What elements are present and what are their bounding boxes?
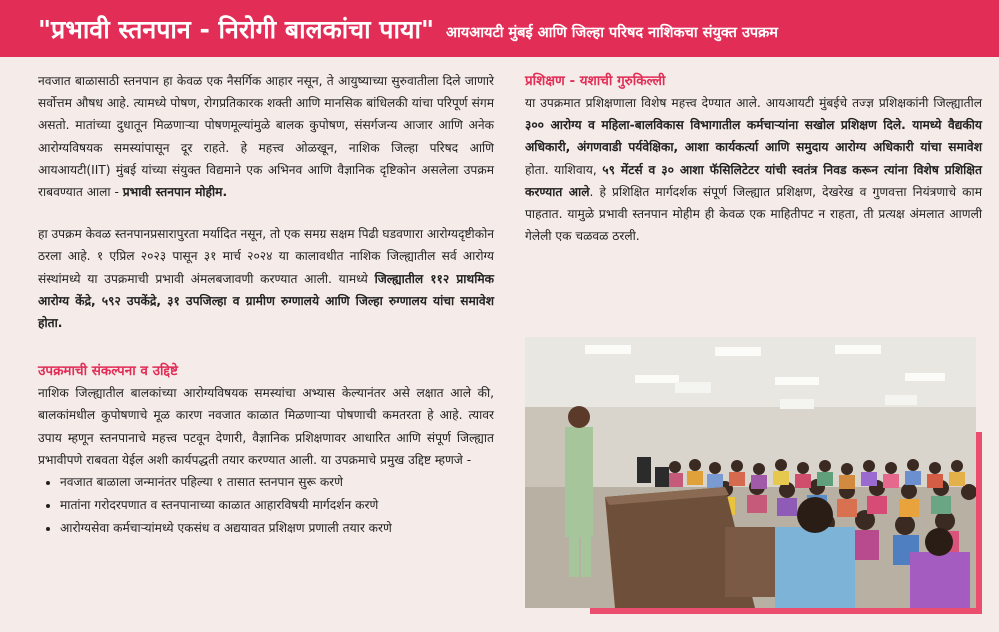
concept-heading: उपक्रमाची संकल्पना व उद्दिष्टे (38, 363, 178, 380)
training-text-3: . हे प्रशिक्षित मार्गदर्शक संपूर्ण जिल्ह्यात प्रशिक्षण, देखरेख व गुणवत्ता नियंत्रणाचे काम पाहतात. यामुळे प्रभावी स्तनपान मोहीम ही केवळ एक माहितीपट न राहता, ती प्रत्यक्ष अंमलात आणली गेलेली एक चळवळ ठरली. (525, 184, 982, 244)
page-header (0, 0, 999, 57)
training-text-1: या उपक्रमात प्रशिक्षणाला विशेष महत्त्व देण्यात आले. आयआयटी मुंबईचे तज्ज्ञ प्रशिक्षकांनी जिल्ह्यातील (525, 96, 982, 110)
objective-item: • मातांना गरोदरपणात व स्तनपानाच्या काळात आहारविषयी मार्गदर्शन करणे (60, 494, 494, 517)
intro-paragraph (38, 70, 494, 203)
scope-paragraph (38, 223, 494, 334)
training-bold-1: ३०० आरोग्य व महिला-बालविकास विभागातील कर्मचाऱ्यांना सखोल प्रशिक्षण दिले. यामध्ये वैद्यकीय अधिकारी, अंगणवाडी पर्यवेक्षिका, आशा कार्यकर्त्या आणि समुदाय आरोग्य अधिकारी यांचा समावेश (525, 118, 982, 155)
training-session-photo (525, 337, 976, 608)
training-paragraph (525, 92, 982, 247)
scope-text: हा उपक्रम केवळ स्तनपानप्रसारापुरता मर्यादित नसून, तो एक समग्र सक्षम पिढी घडवणारा आरोग्यदृष्टीकोन ठरला आहे. १ एप्रिल २०२३ पासून ३१ मार्च २०२४ या कालावधीत नाशिक जिल्ह्यातील सर्व आरोग्य संस्थांमध्ये या उपक्रमाची प्रभावी अंमलबजावणी करण्यात आली. यामध्ये (38, 227, 494, 286)
intro-text: नवजात बाळासाठी स्तनपान हा केवळ एक नैसर्गिक आहार नसून, ते आयुष्याच्या सुरुवातीला दिले जाणारे सर्वोत्तम औषध आहे. त्यामध्ये पोषण, रोगप्रतिकारक शक्ती आणि मानसिक बांधिलकी यांचा परिपूर्ण संगम असतो. मातांच्या दुधातून मिळणाऱ्या पोषणमूल्यांमुळे बालक कुपोषण, संसर्गजन्य आजार आणि अनेक आरोग्यविषयक समस्यांपासून दूर राहते. हे महत्त्व ओळखून, नाशिक जिल्हा परिषद आणि आयआयटी(IIT) मुंबई यांच्या संयुक्त विद्यमाने एक अभिनव आणि वैज्ञानिक दृष्टिकोन असलेला उपक्रम राबवण्यात आला - (38, 74, 494, 200)
training-heading: प्रशिक्षण - यशाची गुरुकिल्ली (525, 73, 666, 89)
concept-paragraph: नाशिक जिल्ह्यातील बालकांच्या आरोग्यविषयक समस्यांचा अभ्यास केल्यानंतर असे लक्षात आले की, बालकांमधील कुपोषणाचे मूळ कारण नवजात काळात मिळणाऱ्या पोषणाची कमतरता हे आहे. त्यावर उपाय म्हणून स्तनपानाचे महत्त्व पटवून देणारी, वैज्ञानिक प्रशिक्षणावर आधारित आणि संपूर्ण जिल्ह्यात प्रभावीपणे राबवता येईल अशी कार्यपद्धती तयार करण्यात आली. या उपक्रमाचे प्रमुख उद्दिष्ट म्हणजे - (38, 386, 494, 467)
right-column (525, 70, 982, 247)
objective-item: • आरोग्यसेवा कर्मचाऱ्यांमध्ये एकसंध व अद्ययावत प्रशिक्षण प्रणाली तयार करणे (60, 517, 494, 540)
page-subtitle: आयआयटी मुंबई आणि जिल्हा परिषद नाशिकचा संयुक्त उपक्रम (445, 24, 778, 41)
left-column (38, 70, 494, 540)
scope-bold: जिल्ह्यातील ११२ प्राथमिक आरोग्य केंद्रे, ५९२ उपकेंद्रे, ३१ उपजिल्हा व ग्रामीण रुग्णालये आणि जिल्हा रुग्णालय यांचा समावेश होता. (38, 271, 495, 331)
intro-bold: प्रभावी स्तनपान मोहीम. (122, 185, 228, 200)
training-session-illustration (525, 337, 976, 608)
objectives-list (38, 471, 494, 540)
training-text-2: होता. याशिवाय, (525, 162, 597, 177)
training-bold-2: ५९ मेंटर्स व ३० आशा फॅसिलिटेटर यांची स्वतंत्र निवड करून त्यांना विशेष प्रशिक्षित करण्यात आले (525, 162, 982, 199)
page-title: "प्रभावी स्तनपान - निरोगी बालकांचा पाया" (38, 14, 434, 44)
objective-item: • नवजात बाळाला जन्मानंतर पहिल्या १ तासात स्तनपान सुरू करणे (60, 471, 494, 494)
